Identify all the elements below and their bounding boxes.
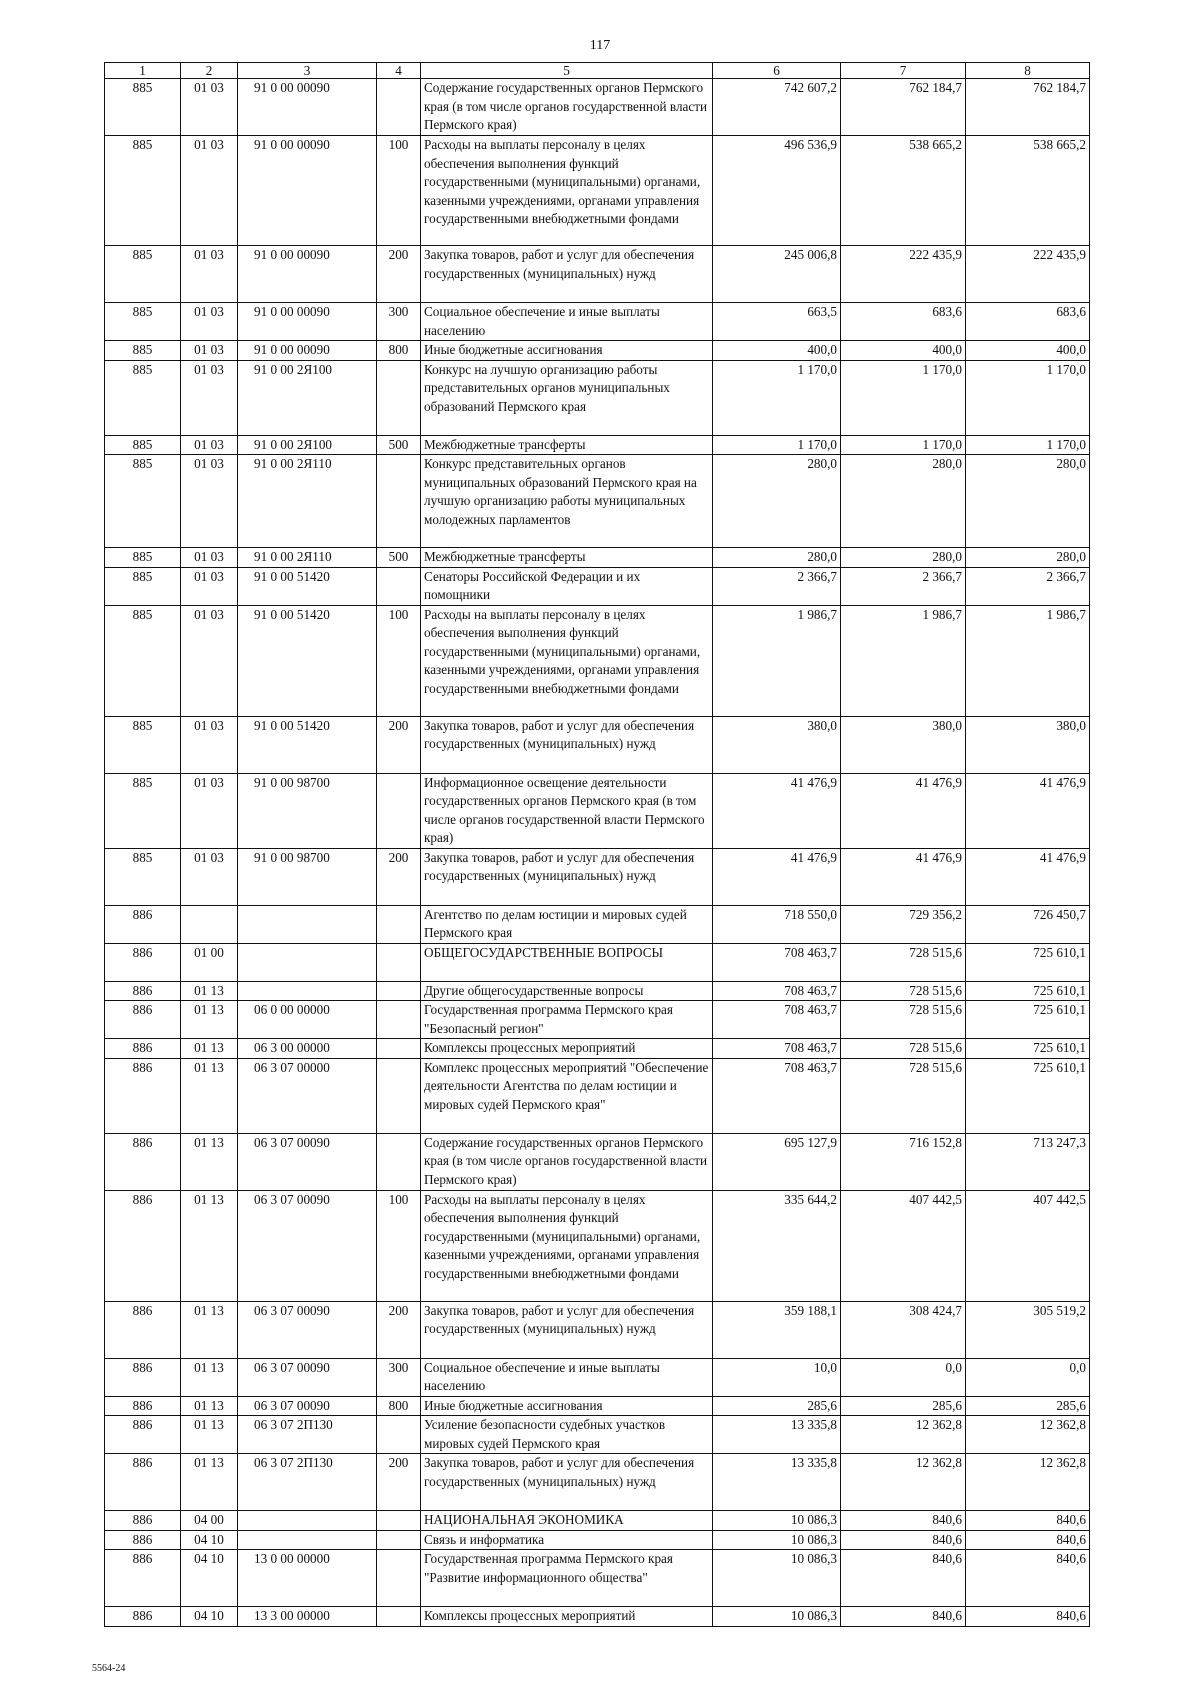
table-row: [105, 1039, 1090, 1059]
expense-type-code: [377, 981, 421, 1001]
target-article-code: 13 0 00 00000: [238, 1550, 377, 1607]
amount-year-2: 728 515,6: [841, 981, 966, 1001]
expense-type-code: 100: [377, 136, 421, 246]
amount-year-3: 762 184,7: [966, 79, 1090, 136]
section-code: 01 03: [181, 548, 238, 568]
amount-year-1: 13 335,8: [713, 1416, 841, 1454]
grbs-code: 885: [105, 455, 181, 548]
amount-year-3: 683,6: [966, 303, 1090, 341]
target-article-code: 91 0 00 2Я100: [238, 435, 377, 455]
amount-year-1: 10 086,3: [713, 1550, 841, 1607]
grbs-code: 886: [105, 905, 181, 943]
amount-year-2: 280,0: [841, 455, 966, 548]
item-name: Содержание государственных органов Пермского края (в том числе органов государственной власти Пермского края): [421, 1133, 713, 1190]
amount-year-1: 2 366,7: [713, 567, 841, 605]
amount-year-1: 380,0: [713, 716, 841, 773]
grbs-code: 886: [105, 1530, 181, 1550]
table-row: [105, 1511, 1090, 1531]
amount-year-3: 222 435,9: [966, 246, 1090, 303]
expense-type-code: [377, 1530, 421, 1550]
grbs-code: 886: [105, 1358, 181, 1396]
table-row: [105, 435, 1090, 455]
amount-year-2: 716 152,8: [841, 1133, 966, 1190]
item-name: Конкурс на лучшую организацию работы представительных органов муниципальных образований Пермского края: [421, 360, 713, 435]
grbs-code: 886: [105, 981, 181, 1001]
grbs-code: 886: [105, 943, 181, 981]
target-article-code: [238, 1511, 377, 1531]
column-number-header: 4: [377, 63, 421, 79]
amount-year-2: 222 435,9: [841, 246, 966, 303]
table-row: [105, 79, 1090, 136]
table-body: [105, 79, 1090, 1627]
target-article-code: 91 0 00 2Я110: [238, 548, 377, 568]
section-code: 01 13: [181, 1039, 238, 1059]
amount-year-2: 41 476,9: [841, 773, 966, 848]
column-number-header-row: [105, 63, 1090, 79]
amount-year-1: 663,5: [713, 303, 841, 341]
column-number-header: 6: [713, 63, 841, 79]
target-article-code: 91 0 00 00090: [238, 341, 377, 361]
target-article-code: 91 0 00 51420: [238, 605, 377, 716]
column-number-header: 1: [105, 63, 181, 79]
table-row: [105, 981, 1090, 1001]
column-number-header: 7: [841, 63, 966, 79]
amount-year-3: 12 362,8: [966, 1454, 1090, 1511]
amount-year-1: 245 006,8: [713, 246, 841, 303]
amount-year-1: 41 476,9: [713, 773, 841, 848]
item-name: Расходы на выплаты персоналу в целях обеспечения выполнения функций государственными (муниципальными) органами, казенными учреждениями, органами управления государственными внебюджетными фондами: [421, 605, 713, 716]
section-code: 04 00: [181, 1511, 238, 1531]
amount-year-1: 708 463,7: [713, 1039, 841, 1059]
expense-type-code: 500: [377, 548, 421, 568]
grbs-code: 886: [105, 1416, 181, 1454]
amount-year-1: 1 170,0: [713, 360, 841, 435]
amount-year-2: 840,6: [841, 1607, 966, 1627]
grbs-code: 885: [105, 136, 181, 246]
item-name: Другие общегосударственные вопросы: [421, 981, 713, 1001]
amount-year-2: 683,6: [841, 303, 966, 341]
section-code: 04 10: [181, 1530, 238, 1550]
grbs-code: 886: [105, 1190, 181, 1301]
amount-year-2: 280,0: [841, 548, 966, 568]
target-article-code: 06 3 07 2П130: [238, 1454, 377, 1511]
table-row: [105, 548, 1090, 568]
section-code: 01 13: [181, 1416, 238, 1454]
item-name: Комплекс процессных мероприятий "Обеспечение деятельности Агентства по делам юстиции и мировых судей Пермского края": [421, 1058, 713, 1133]
table-row: [105, 773, 1090, 848]
target-article-code: 06 3 07 00090: [238, 1190, 377, 1301]
table-row: [105, 1001, 1090, 1039]
target-article-code: 06 3 07 00000: [238, 1058, 377, 1133]
grbs-code: 886: [105, 1001, 181, 1039]
amount-year-2: 12 362,8: [841, 1454, 966, 1511]
target-article-code: [238, 943, 377, 981]
document-code: 5564-24: [92, 1663, 126, 1674]
expense-type-code: [377, 1511, 421, 1531]
amount-year-3: 285,6: [966, 1396, 1090, 1416]
grbs-code: 886: [105, 1454, 181, 1511]
amount-year-3: 726 450,7: [966, 905, 1090, 943]
section-code: 01 13: [181, 1396, 238, 1416]
section-code: 01 03: [181, 848, 238, 905]
amount-year-1: 359 188,1: [713, 1301, 841, 1358]
expense-type-code: [377, 773, 421, 848]
target-article-code: 13 3 00 00000: [238, 1607, 377, 1627]
amount-year-3: 840,6: [966, 1511, 1090, 1531]
amount-year-1: 13 335,8: [713, 1454, 841, 1511]
amount-year-3: 725 610,1: [966, 943, 1090, 981]
amount-year-2: 840,6: [841, 1530, 966, 1550]
item-name: Связь и информатика: [421, 1530, 713, 1550]
amount-year-3: 0,0: [966, 1358, 1090, 1396]
table-row: [105, 905, 1090, 943]
expense-type-code: [377, 1058, 421, 1133]
item-name: Усиление безопасности судебных участков мировых судей Пермского края: [421, 1416, 713, 1454]
amount-year-1: 496 536,9: [713, 136, 841, 246]
table-row: [105, 943, 1090, 981]
target-article-code: 06 3 07 00090: [238, 1133, 377, 1190]
expense-type-code: 200: [377, 1301, 421, 1358]
target-article-code: 91 0 00 98700: [238, 773, 377, 848]
amount-year-1: 10 086,3: [713, 1607, 841, 1627]
amount-year-2: 729 356,2: [841, 905, 966, 943]
item-name: Расходы на выплаты персоналу в целях обеспечения выполнения функций государственными (муниципальными) органами, казенными учреждениями, органами управления государственными внебюджетными фондами: [421, 136, 713, 246]
section-code: 01 03: [181, 605, 238, 716]
table-row: [105, 848, 1090, 905]
grbs-code: 885: [105, 246, 181, 303]
target-article-code: [238, 905, 377, 943]
amount-year-2: 0,0: [841, 1358, 966, 1396]
table-row: [105, 1454, 1090, 1511]
amount-year-1: 10 086,3: [713, 1530, 841, 1550]
amount-year-3: 380,0: [966, 716, 1090, 773]
amount-year-2: 538 665,2: [841, 136, 966, 246]
item-name: Содержание государственных органов Пермского края (в том числе органов государственной власти Пермского края): [421, 79, 713, 136]
table-row: [105, 1607, 1090, 1627]
item-name: НАЦИОНАЛЬНАЯ ЭКОНОМИКА: [421, 1511, 713, 1531]
target-article-code: 91 0 00 51420: [238, 716, 377, 773]
grbs-code: 886: [105, 1039, 181, 1059]
grbs-code: 886: [105, 1550, 181, 1607]
grbs-code: 886: [105, 1511, 181, 1531]
target-article-code: 06 3 07 00090: [238, 1301, 377, 1358]
expense-type-code: [377, 1039, 421, 1059]
item-name: Закупка товаров, работ и услуг для обеспечения государственных (муниципальных) нужд: [421, 246, 713, 303]
expense-type-code: [377, 1416, 421, 1454]
item-name: Закупка товаров, работ и услуг для обеспечения государственных (муниципальных) нужд: [421, 848, 713, 905]
section-code: 01 13: [181, 1058, 238, 1133]
amount-year-2: 1 986,7: [841, 605, 966, 716]
amount-year-1: 1 170,0: [713, 435, 841, 455]
grbs-code: 886: [105, 1607, 181, 1627]
expense-type-code: 500: [377, 435, 421, 455]
table-row: [105, 136, 1090, 246]
grbs-code: 885: [105, 341, 181, 361]
expense-type-code: 800: [377, 1396, 421, 1416]
item-name: Государственная программа Пермского края "Развитие информационного общества": [421, 1550, 713, 1607]
amount-year-3: 41 476,9: [966, 848, 1090, 905]
amount-year-2: 728 515,6: [841, 1039, 966, 1059]
target-article-code: 91 0 00 2Я110: [238, 455, 377, 548]
target-article-code: 91 0 00 00090: [238, 246, 377, 303]
item-name: Закупка товаров, работ и услуг для обеспечения государственных (муниципальных) нужд: [421, 1301, 713, 1358]
target-article-code: 91 0 00 98700: [238, 848, 377, 905]
grbs-code: 885: [105, 303, 181, 341]
expense-type-code: [377, 1001, 421, 1039]
table-row: [105, 1396, 1090, 1416]
item-name: Конкурс представительных органов муниципальных образований Пермского края на лучшую организацию работы муниципальных молодежных парламентов: [421, 455, 713, 548]
amount-year-2: 840,6: [841, 1550, 966, 1607]
section-code: 01 13: [181, 981, 238, 1001]
item-name: Межбюджетные трансферты: [421, 435, 713, 455]
amount-year-3: 713 247,3: [966, 1133, 1090, 1190]
amount-year-1: 280,0: [713, 455, 841, 548]
amount-year-1: 400,0: [713, 341, 841, 361]
amount-year-3: 840,6: [966, 1530, 1090, 1550]
grbs-code: 885: [105, 435, 181, 455]
item-name: Информационное освещение деятельности государственных органов Пермского края (в том числе органов государственной власти Пермского края): [421, 773, 713, 848]
amount-year-2: 728 515,6: [841, 943, 966, 981]
target-article-code: 06 3 07 00090: [238, 1396, 377, 1416]
section-code: 01 13: [181, 1358, 238, 1396]
grbs-code: 885: [105, 79, 181, 136]
item-name: Социальное обеспечение и иные выплаты населению: [421, 1358, 713, 1396]
target-article-code: 06 3 00 00000: [238, 1039, 377, 1059]
item-name: Государственная программа Пермского края "Безопасный регион": [421, 1001, 713, 1039]
table-row: [105, 1133, 1090, 1190]
target-article-code: 91 0 00 00090: [238, 79, 377, 136]
section-code: 04 10: [181, 1607, 238, 1627]
target-article-code: 06 3 07 2П130: [238, 1416, 377, 1454]
column-number-header: 3: [238, 63, 377, 79]
table-row: [105, 1358, 1090, 1396]
amount-year-3: 305 519,2: [966, 1301, 1090, 1358]
amount-year-2: 1 170,0: [841, 435, 966, 455]
amount-year-1: 285,6: [713, 1396, 841, 1416]
amount-year-3: 538 665,2: [966, 136, 1090, 246]
amount-year-2: 728 515,6: [841, 1058, 966, 1133]
table-row: [105, 455, 1090, 548]
item-name: Комплексы процессных мероприятий: [421, 1607, 713, 1627]
expense-type-code: 200: [377, 716, 421, 773]
grbs-code: 885: [105, 548, 181, 568]
section-code: 01 03: [181, 567, 238, 605]
amount-year-2: 728 515,6: [841, 1001, 966, 1039]
table-row: [105, 303, 1090, 341]
target-article-code: [238, 1530, 377, 1550]
amount-year-1: 718 550,0: [713, 905, 841, 943]
section-code: 04 10: [181, 1550, 238, 1607]
grbs-code: 886: [105, 1301, 181, 1358]
expense-type-code: [377, 943, 421, 981]
section-code: 01 03: [181, 341, 238, 361]
amount-year-2: 400,0: [841, 341, 966, 361]
amount-year-3: 2 366,7: [966, 567, 1090, 605]
amount-year-1: 10 086,3: [713, 1511, 841, 1531]
target-article-code: 91 0 00 00090: [238, 136, 377, 246]
section-code: 01 03: [181, 79, 238, 136]
target-article-code: 06 0 00 00000: [238, 1001, 377, 1039]
amount-year-1: 708 463,7: [713, 1001, 841, 1039]
table-row: [105, 341, 1090, 361]
amount-year-3: 1 170,0: [966, 360, 1090, 435]
expense-type-code: 200: [377, 1454, 421, 1511]
amount-year-3: 725 610,1: [966, 1001, 1090, 1039]
column-number-header: 8: [966, 63, 1090, 79]
expense-type-code: 100: [377, 605, 421, 716]
section-code: 01 13: [181, 1454, 238, 1511]
amount-year-3: 12 362,8: [966, 1416, 1090, 1454]
section-code: 01 03: [181, 360, 238, 435]
target-article-code: [238, 981, 377, 1001]
item-name: Сенаторы Российской Федерации и их помощники: [421, 567, 713, 605]
expense-type-code: 800: [377, 341, 421, 361]
table-row: [105, 1058, 1090, 1133]
amount-year-2: 1 170,0: [841, 360, 966, 435]
amount-year-1: 41 476,9: [713, 848, 841, 905]
expense-type-code: [377, 1550, 421, 1607]
table-row: [105, 1550, 1090, 1607]
amount-year-3: 840,6: [966, 1550, 1090, 1607]
table-row: [105, 246, 1090, 303]
amount-year-3: 725 610,1: [966, 1058, 1090, 1133]
grbs-code: 886: [105, 1133, 181, 1190]
grbs-code: 886: [105, 1396, 181, 1416]
expense-type-code: [377, 455, 421, 548]
amount-year-3: 280,0: [966, 455, 1090, 548]
item-name: Расходы на выплаты персоналу в целях обеспечения выполнения функций государственными (муниципальными) органами, казенными учреждениями, органами управления государственными внебюджетными фондами: [421, 1190, 713, 1301]
expense-type-code: 300: [377, 1358, 421, 1396]
amount-year-1: 742 607,2: [713, 79, 841, 136]
expense-type-code: 200: [377, 246, 421, 303]
grbs-code: 885: [105, 360, 181, 435]
target-article-code: 06 3 07 00090: [238, 1358, 377, 1396]
grbs-code: 885: [105, 848, 181, 905]
table-row: [105, 1416, 1090, 1454]
amount-year-2: 41 476,9: [841, 848, 966, 905]
grbs-code: 885: [105, 605, 181, 716]
amount-year-2: 12 362,8: [841, 1416, 966, 1454]
item-name: Комплексы процессных мероприятий: [421, 1039, 713, 1059]
amount-year-3: 840,6: [966, 1607, 1090, 1627]
item-name: Закупка товаров, работ и услуг для обеспечения государственных (муниципальных) нужд: [421, 1454, 713, 1511]
column-number-header: 2: [181, 63, 238, 79]
amount-year-1: 1 986,7: [713, 605, 841, 716]
expense-type-code: [377, 1133, 421, 1190]
page-number: 117: [589, 38, 611, 53]
table-row: [105, 1190, 1090, 1301]
item-name: Иные бюджетные ассигнования: [421, 1396, 713, 1416]
amount-year-3: 407 442,5: [966, 1190, 1090, 1301]
table-row: [105, 360, 1090, 435]
amount-year-2: 380,0: [841, 716, 966, 773]
section-code: 01 13: [181, 1190, 238, 1301]
section-code: 01 03: [181, 435, 238, 455]
grbs-code: 885: [105, 773, 181, 848]
amount-year-3: 1 986,7: [966, 605, 1090, 716]
section-code: 01 13: [181, 1001, 238, 1039]
item-name: ОБЩЕГОСУДАРСТВЕННЫЕ ВОПРОСЫ: [421, 943, 713, 981]
section-code: 01 03: [181, 773, 238, 848]
table-row: [105, 1301, 1090, 1358]
expense-type-code: [377, 1607, 421, 1627]
amount-year-1: 708 463,7: [713, 981, 841, 1001]
amount-year-3: 41 476,9: [966, 773, 1090, 848]
section-code: 01 00: [181, 943, 238, 981]
expense-type-code: [377, 79, 421, 136]
table-row: [105, 605, 1090, 716]
expense-type-code: 100: [377, 1190, 421, 1301]
amount-year-1: 708 463,7: [713, 1058, 841, 1133]
expense-type-code: [377, 905, 421, 943]
amount-year-2: 285,6: [841, 1396, 966, 1416]
amount-year-1: 280,0: [713, 548, 841, 568]
target-article-code: 91 0 00 2Я100: [238, 360, 377, 435]
section-code: 01 03: [181, 246, 238, 303]
amount-year-2: 762 184,7: [841, 79, 966, 136]
expense-type-code: [377, 360, 421, 435]
section-code: 01 13: [181, 1301, 238, 1358]
amount-year-1: 335 644,2: [713, 1190, 841, 1301]
amount-year-1: 695 127,9: [713, 1133, 841, 1190]
section-code: 01 03: [181, 716, 238, 773]
budget-table: [104, 62, 1090, 1627]
expense-type-code: 200: [377, 848, 421, 905]
amount-year-3: 1 170,0: [966, 435, 1090, 455]
expense-type-code: [377, 567, 421, 605]
item-name: Закупка товаров, работ и услуг для обеспечения государственных (муниципальных) нужд: [421, 716, 713, 773]
amount-year-3: 400,0: [966, 341, 1090, 361]
expense-type-code: 300: [377, 303, 421, 341]
item-name: Межбюджетные трансферты: [421, 548, 713, 568]
amount-year-2: 308 424,7: [841, 1301, 966, 1358]
target-article-code: 91 0 00 51420: [238, 567, 377, 605]
amount-year-3: 725 610,1: [966, 1039, 1090, 1059]
section-code: [181, 905, 238, 943]
amount-year-2: 407 442,5: [841, 1190, 966, 1301]
grbs-code: 885: [105, 567, 181, 605]
section-code: 01 03: [181, 303, 238, 341]
amount-year-1: 708 463,7: [713, 943, 841, 981]
item-name: Социальное обеспечение и иные выплаты населению: [421, 303, 713, 341]
table-row: [105, 567, 1090, 605]
table-row: [105, 1530, 1090, 1550]
section-code: 01 03: [181, 136, 238, 246]
amount-year-3: 280,0: [966, 548, 1090, 568]
grbs-code: 885: [105, 716, 181, 773]
table-row: [105, 716, 1090, 773]
section-code: 01 13: [181, 1133, 238, 1190]
section-code: 01 03: [181, 455, 238, 548]
item-name: Агентство по делам юстиции и мировых судей Пермского края: [421, 905, 713, 943]
item-name: Иные бюджетные ассигнования: [421, 341, 713, 361]
grbs-code: 886: [105, 1058, 181, 1133]
amount-year-1: 10,0: [713, 1358, 841, 1396]
amount-year-2: 2 366,7: [841, 567, 966, 605]
target-article-code: 91 0 00 00090: [238, 303, 377, 341]
amount-year-3: 725 610,1: [966, 981, 1090, 1001]
column-number-header: 5: [421, 63, 713, 79]
amount-year-2: 840,6: [841, 1511, 966, 1531]
